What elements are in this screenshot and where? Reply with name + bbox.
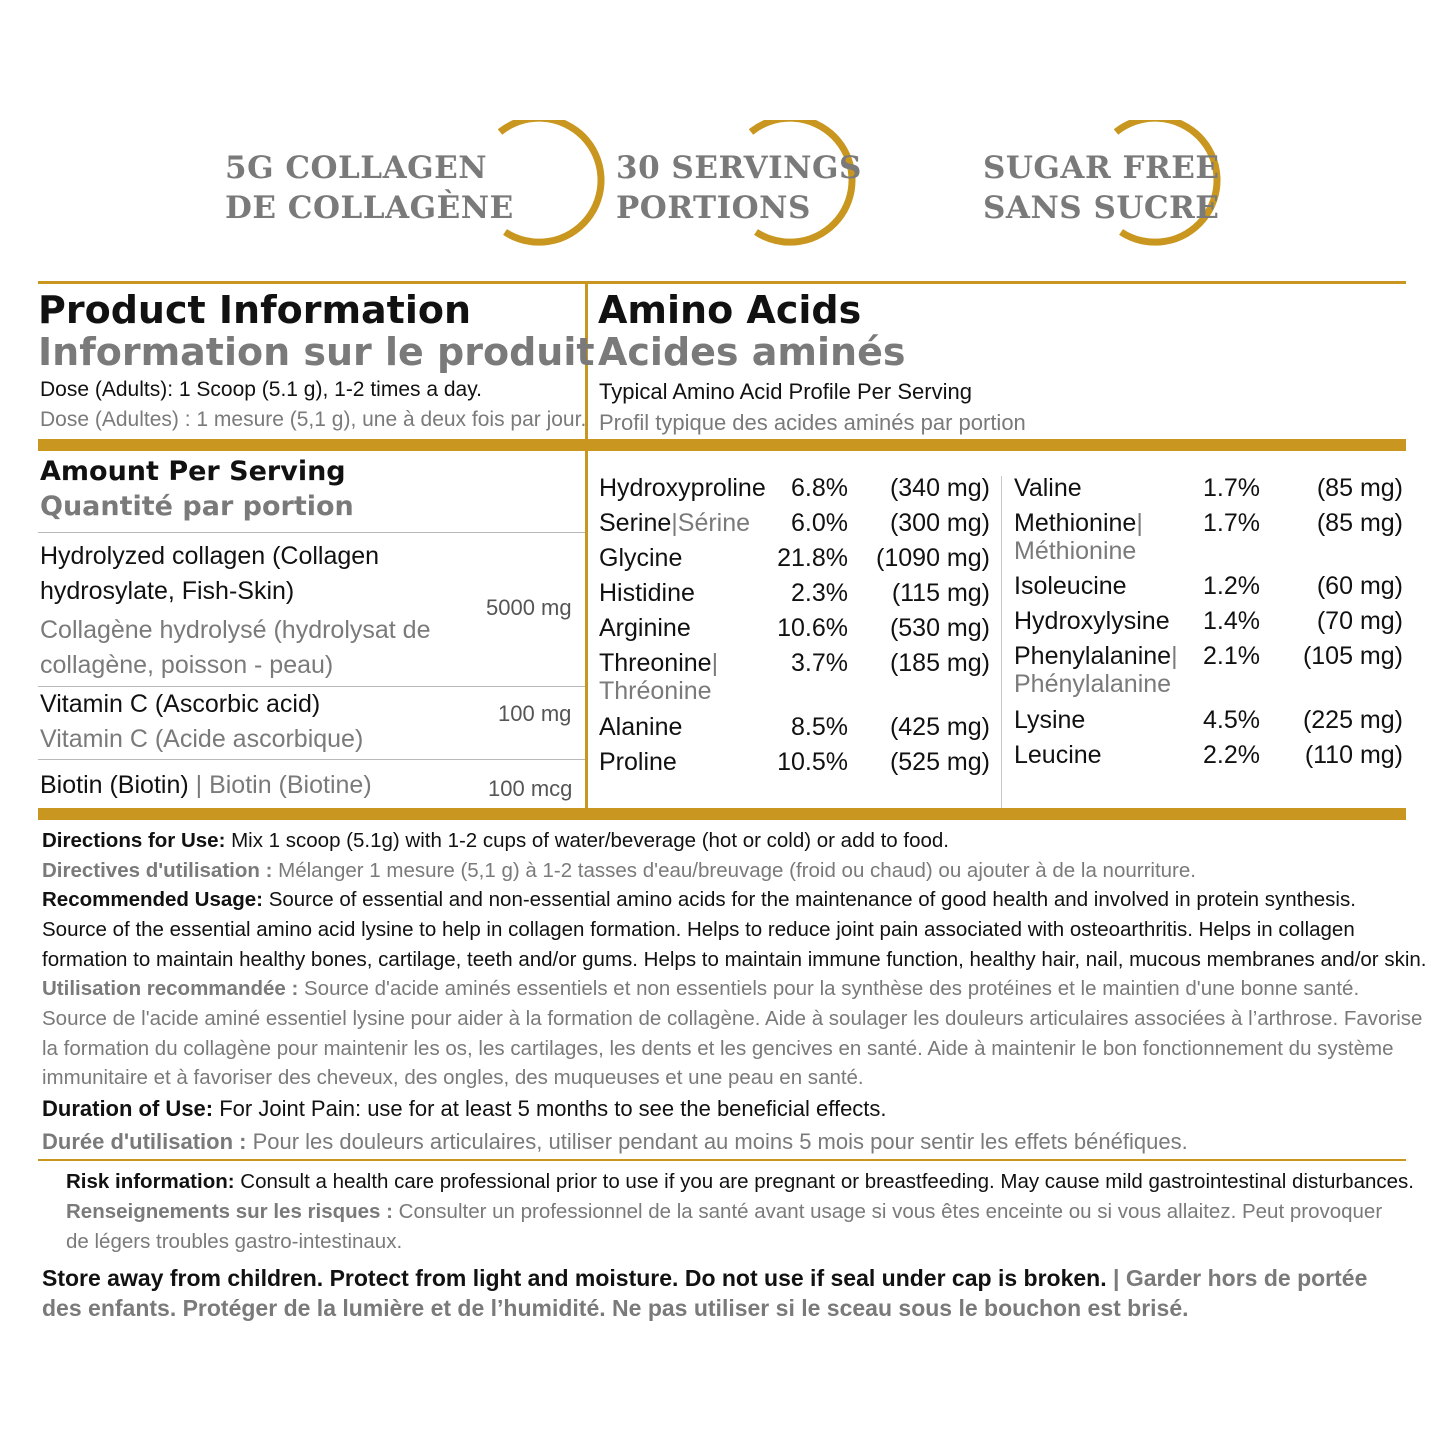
- divider: [38, 759, 585, 760]
- amino-pct: 1.4%: [1203, 607, 1260, 635]
- amino-mg: (110 mg): [1304, 741, 1403, 769]
- amino-pct: 2.2%: [1203, 741, 1260, 769]
- amino-pct: 6.8%: [791, 474, 848, 502]
- amino-mg: (105 mg): [1302, 642, 1403, 670]
- usage-fr-line: immunitaire et à favoriser des cheveux, des ongles, des muqueuses et une peau en santé.: [42, 1066, 864, 1089]
- amino-name: Proline: [599, 748, 677, 776]
- amino-subtitle: Typical Amino Acid Profile Per Serving: [599, 379, 972, 404]
- amino-name-fr: Méthionine: [1014, 537, 1137, 565]
- amino-name: Threonine|: [599, 649, 719, 677]
- amino-mg: (185 mg): [889, 649, 990, 677]
- amino-name-fr: Phénylalanine: [1014, 670, 1172, 698]
- amino-mg: (85 mg): [1316, 509, 1403, 537]
- amino-pct: 1.2%: [1203, 572, 1260, 600]
- product-info-title-fr: Information sur le produit: [38, 330, 595, 374]
- usage-en: Recommended Usage: Source of essential and non-essential amino acids for the maintenance of good health and involved in protein synthesis.: [42, 888, 1356, 911]
- amino-mg: (525 mg): [889, 748, 990, 776]
- amino-name: Hydroxylysine: [1014, 607, 1170, 635]
- amino-name: Serine|Sérine: [599, 509, 751, 537]
- directions-en: Directions for Use: Mix 1 scoop (5.1g) with 1-2 cups of water/beverage (hot or cold) or add to food.: [42, 829, 949, 852]
- divider: [38, 532, 585, 533]
- amino-name: Phenylalanine|: [1014, 642, 1178, 670]
- ingredient-amount: 100 mcg: [488, 776, 573, 801]
- usage-en-line: Source of the essential amino acid lysine to help in collagen formation. Helps to reduce joint pain associated with osteoarthritis. Helps in collagen: [42, 918, 1355, 941]
- amino-pct: 2.1%: [1203, 642, 1260, 670]
- amino-name: Isoleucine: [1014, 572, 1127, 600]
- amino-mg: (70 mg): [1316, 607, 1403, 635]
- risk-fr-line: de légers troubles gastro-intestinaux.: [66, 1230, 403, 1253]
- ingredient-name-fr: collagène, poisson - peau): [40, 651, 334, 679]
- duration-en: Duration of Use: For Joint Pain: use for at least 5 months to see the beneficial effects.: [42, 1096, 887, 1121]
- amino-pct: 10.6%: [777, 614, 848, 642]
- amino-name: Valine: [1014, 474, 1082, 502]
- amino-pct: 1.7%: [1203, 474, 1260, 502]
- usage-fr: Utilisation recommandée : Source d'acide aminés essentiels et non essentiels pour la synthèse des protéines et le maintien d'une bonne santé.: [42, 977, 1360, 1000]
- duration-fr: Durée d'utilisation : Pour les douleurs articulaires, utiliser pendant au moins 5 mois pour sentir les effets bénéfiques.: [42, 1129, 1188, 1154]
- badge-text: 5G COLLAGEN DE COLLAGÈNE: [225, 150, 514, 226]
- ingredient-name: hydrosylate, Fish-Skin): [40, 577, 295, 605]
- section-bar: [38, 439, 1406, 451]
- serving-title-fr: Quantité par portion: [40, 491, 354, 522]
- serving-title: Amount Per Serving: [40, 456, 346, 487]
- badge-text: 30 SERVINGS PORTIONS: [616, 150, 862, 226]
- usage-fr-line: Source de l'acide aminé essentiel lysine pour aider à la formation de collagène. Aide à soulager les douleurs articulaires associées à l’arthrose. Favorise: [42, 1007, 1423, 1030]
- amino-mg: (115 mg): [891, 579, 990, 607]
- amino-name-fr: Thréonine: [599, 677, 712, 705]
- amino-mg: (300 mg): [889, 509, 990, 537]
- amino-mg: (1090 mg): [876, 544, 990, 572]
- amino-pct: 8.5%: [791, 713, 848, 741]
- amino-name: Hydroxyproline: [599, 474, 766, 502]
- ingredient-name-fr: Vitamin C (Acide ascorbique): [40, 725, 364, 753]
- top-rule: [38, 281, 1406, 284]
- amino-name: Lysine: [1014, 706, 1086, 734]
- amino-pct: 2.3%: [791, 579, 848, 607]
- storage-warning: Store away from children. Protect from light and moisture. Do not use if seal under cap is broken. | Garder hors de portée des enfants. Protéger de la lumière et de l’humidité. Ne pas utiliser si le sceau sous le bouchon est brisé.: [42, 1265, 1368, 1321]
- usage-fr-line: la formation du collagène pour maintenir les os, les cartilages, les dents et les gencives en santé. Aide à maintenir le bon fonctionnement du système: [42, 1037, 1394, 1060]
- section-bar: [38, 808, 1406, 820]
- amino-name: Histidine: [599, 579, 695, 607]
- usage-en-line: formation to maintain healthy bones, cartilage, teeth and/or gums. Helps to maintain immune function, healthy hair, nail, mucous membranes and/or skin.: [42, 948, 1427, 971]
- amino-pct: 21.8%: [777, 544, 848, 572]
- directions-fr: Directives d'utilisation : Mélanger 1 mesure (5,1 g) à 1-2 tasses d'eau/breuvage (froid ou chaud) ou ajouter à de la nourriture.: [42, 859, 1196, 882]
- amino-mg: (60 mg): [1316, 572, 1403, 600]
- amino-mg: (530 mg): [889, 614, 990, 642]
- divider-rule: [38, 1159, 1406, 1161]
- amino-mg: (340 mg): [889, 474, 990, 502]
- amino-name: Methionine|: [1014, 509, 1143, 537]
- amino-name: Glycine: [599, 544, 683, 572]
- amino-name: Leucine: [1014, 741, 1102, 769]
- amino-name: Alanine: [599, 713, 683, 741]
- dose-en: Dose (Adults): 1 Scoop (5.1 g), 1-2 times a day.: [40, 378, 482, 401]
- amino-mg: (425 mg): [889, 713, 990, 741]
- amino-name: Arginine: [599, 614, 691, 642]
- dose-fr: Dose (Adultes) : 1 mesure (5,1 g), une à deux fois par jour.: [40, 408, 587, 431]
- ingredient-amount: 100 mg: [498, 701, 572, 726]
- ingredient-amount: 5000 mg: [486, 595, 572, 620]
- amino-pct: 3.7%: [791, 649, 848, 677]
- ingredient-name: Vitamin C (Ascorbic acid): [40, 690, 321, 718]
- amino-subtitle-fr: Profil typique des acides aminés par portion: [599, 410, 1026, 435]
- risk-en: Risk information: Consult a health care professional prior to use if you are pregnant or breastfeeding. May cause mild gastrointestinal disturbances.: [66, 1170, 1414, 1193]
- risk-fr: Renseignements sur les risques : Consulter un professionnel de la santé avant usage si vous êtes enceinte ou si vous allaitez. Peut provoquer: [66, 1200, 1383, 1223]
- badge-text: SUGAR FREE SANS SUCRE: [983, 150, 1220, 226]
- ingredient-name: Biotin (Biotin) | Biotin (Biotine): [40, 771, 372, 799]
- amino-mg: (85 mg): [1316, 474, 1403, 502]
- amino-title-fr: Acides aminés: [598, 330, 906, 374]
- amino-pct: 6.0%: [791, 509, 848, 537]
- amino-pct: 10.5%: [777, 748, 848, 776]
- product-info-title: Product Information: [38, 288, 472, 332]
- amino-title: Amino Acids: [598, 288, 862, 332]
- amino-column-divider: [1001, 476, 1002, 808]
- amino-mg: (225 mg): [1302, 706, 1403, 734]
- ingredient-name: Hydrolyzed collagen (Collagen: [40, 542, 380, 570]
- ingredient-name-fr: Collagène hydrolysé (hydrolysat de: [40, 616, 431, 644]
- amino-pct: 4.5%: [1203, 706, 1260, 734]
- amino-pct: 1.7%: [1203, 509, 1260, 537]
